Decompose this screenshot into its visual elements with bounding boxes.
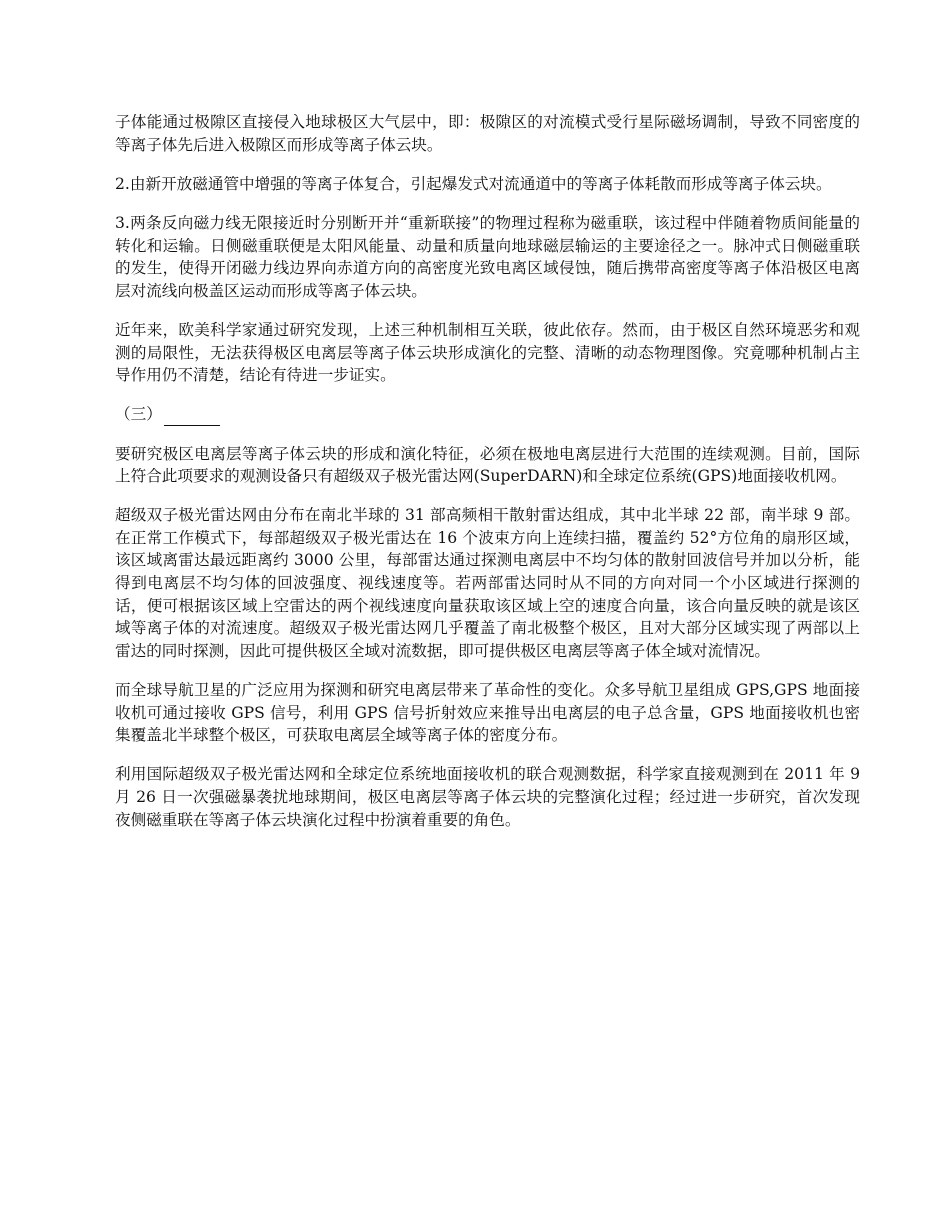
paragraph-conclusion: 利用国际超级双子极光雷达网和全球定位系统地面接收机的联合观测数据，科学家直接观测到在 2011 年 9 月 26 日一次强磁暴袭扰地球期间，极区电离层等离子体云块的完整演化过程；经过进一步研究，首次发现夜侧磁重联在等离子体云块演化过程中扮演着重要的角色。 [115,765,860,829]
paragraph-plasma-entry: 子体能通过极隙区直接侵入地球极区大气层中，即：极隙区的对流模式受行星际磁场调制，导致不同密度的等离子体先后进入极隙区而形成等离子体云块。 [115,113,860,154]
section-heading [115,403,860,426]
paragraph-mechanism-2: 2.由新开放磁通管中增强的等离子体复合，引起爆发式对流通道中的等离子体耗散而形成等离子体云块。 [115,174,832,193]
fill-in-blank [164,408,220,426]
paragraph-mechanism-3: 3.两条反向磁力线无限接近时分别断开并“重新联接”的物理过程称为磁重联，该过程中伴随着物质间能量的转化和运输。日侧磁重联便是太阳风能量、动量和质量向地球磁层输运的主要途径之一。脉冲式日侧磁重联的发生，使得开闭磁力线边界向赤道方向的高密度光致电离区域侵蚀，随后携带高密度等离子体沿极区电离层对流线向极盖区运动而形成等离子体云块。 [115,213,860,300]
section-heading-label: （三） [115,405,162,424]
paragraph-gps: 而全球导航卫星的广泛应用为探测和研究电离层带来了革命性的变化。众多导航卫星组成 GPS,GPS 地面接收机可通过接收 GPS 信号，利用 GPS 信号折射效应来推导出电离层的电子总含量，GPS 地面接收机也密集覆盖北半球整个极区，可获取电离层全域等离子体的密度分布。 [115,681,860,745]
paragraph-superdarn: 超级双子极光雷达网由分布在南北半球的 31 部高频相干散射雷达组成，其中北半球 22 部，南半球 9 部。在正常工作模式下，每部超级双子极光雷达在 16 个波束方向上连续扫描，覆盖约 52°方位角的扇形区域，该区域离雷达最远距离约 3000 公里，每部雷达通过探测电离层中不均匀体的散射回波信号并加以分析，能得到电离层不均匀体的回波强度、视线速度等。若两部雷达同时从不同的方向对同一个小区域进行探测的话，便可根据该区域上空雷达的两个视线速度向量获取该区域上空的速度合向量，该合向量反映的就是该区域等离子体的对流速度。超级双子极光雷达网几乎覆盖了南北极整个极区，且对大部分区域实现了两部以上雷达的同时探测，因此可提供极区全域对流数据，即可提供极区电离层等离子体全域对流情况。 [115,506,860,660]
paragraph-observation-requirement: 要研究极区电离层等离子体云块的形成和演化特征，必须在极地电离层进行大范围的连续观测。目前，国际上符合此项要求的观测设备只有超级双子极光雷达网(SuperDARN)和全球定位系统(GPS)地面接收机网。 [115,444,860,486]
document-page [115,111,860,848]
paragraph-recent-research: 近年来，欧美科学家通过研究发现，上述三种机制相互关联，彼此依存。然而，由于极区自然环境恶劣和观测的局限性，无法获得极区电离层等离子体云块形成演化的完整、清晰的动态物理图像。究竟哪种机制占主导作用仍不清楚，结论有待进一步证实。 [115,320,860,385]
